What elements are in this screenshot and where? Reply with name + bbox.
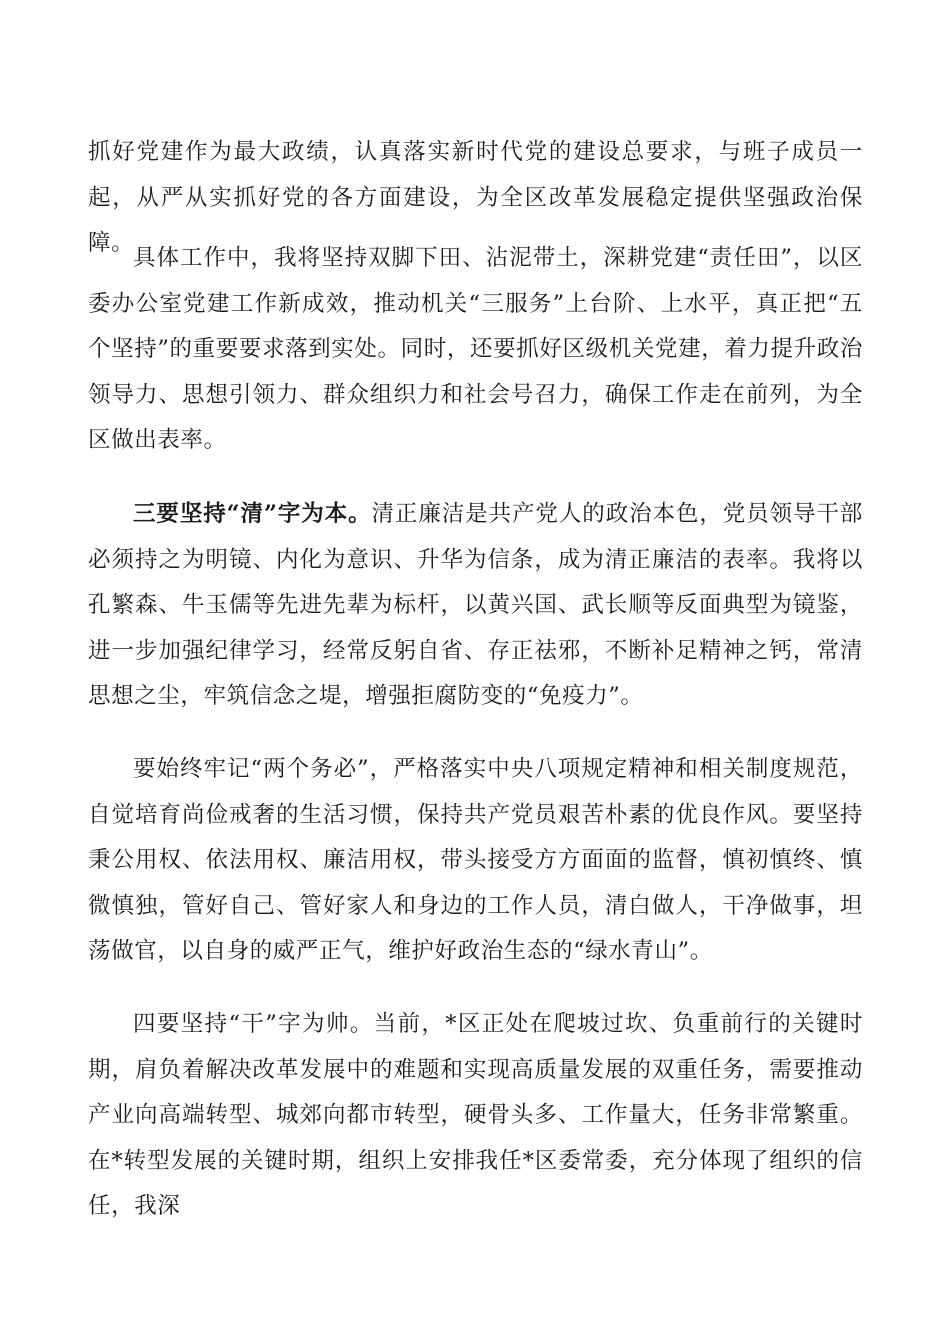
section-heading-three: 三要坚持“清”字为本。	[133, 501, 372, 527]
document-page	[88, 0, 863, 1344]
paragraph-4: 要始终牢记“两个务必”，严格落实中央八项规定精神和相关制度规范，自觉培育尚俭戒奢的生活习惯，保持共产党员艰苦朴素的优良作风。要坚持秉公用权、依法用权、廉洁用权，带头接受方方面面的监督，慎初慎终、慎微慎独，管好自己、管好家人和身边的工作人员，清白做人，干净做事，坦荡做官，以自身的威严正气，维护好政治生态的“绿水青山”。	[88, 756, 863, 965]
paragraph-3	[88, 492, 863, 720]
paragraph-1: 抓好党建作为最大政绩，认真落实新时代党的建设总要求，与班子成员一起，从严从实抓好党的各方面建设，为全区改革发展稳定提供坚强政治保障。	[88, 139, 863, 257]
paragraph-5: 四要坚持“干”字为帅。当前，*区正处在爬坡过坎、负重前行的关键时期，肩负着解决改革发展中的难题和实现高质量发展的双重任务，需要推动产业向高端转型、城郊向都市转型，硬骨头多、工作量大，任务非常繁重。在*转型发展的关键时期，组织上安排我任*区委常委，充分体现了组织的信任，我深	[88, 1011, 863, 1220]
paragraph-3-body: 清正廉洁是共产党人的政治本色，党员领导干部必须持之为明镜、内化为意识、升华为信条，成为清正廉洁的表率。我将以孔繁森、牛玉儒等先进先辈为标杆，以黄兴国、武长顺等反面典型为镜鉴，进一步加强纪律学习，经常反躬自省、存正祛邪，不断补足精神之钙，常清思想之尘，牢筑信念之堤，增强拒腐防变的“免疫力”。	[88, 501, 863, 710]
paragraph-2: 具体工作中，我将坚持双脚下田、沾泥带土，深耕党建“责任田”，以区委办公室党建工作新成效，推动机关“三服务”上台阶、上水平，真正把“五个坚持”的重要要求落到实处。同时，还要抓好区级机关党建，着力提升政治领导力、思想引领力、群众组织力和社会号召力，确保工作走在前列，为全区做出表率。	[88, 245, 863, 454]
